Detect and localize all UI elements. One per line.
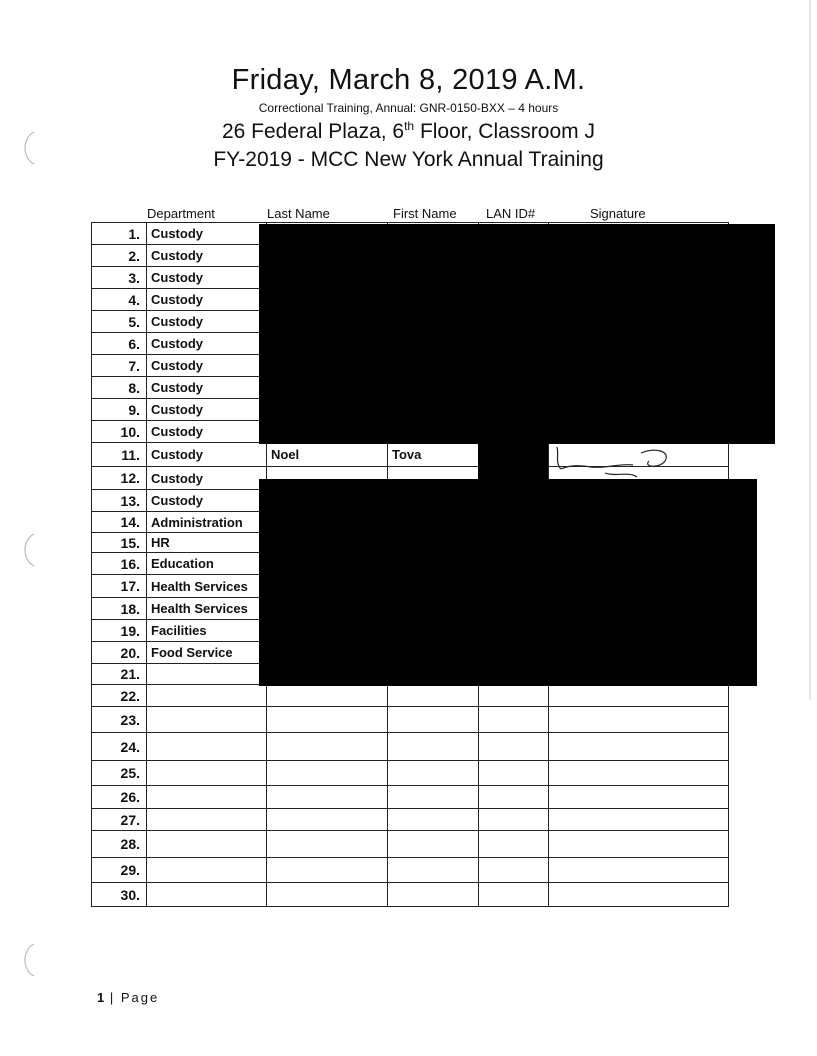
last-name-cell	[267, 685, 388, 707]
scan-edge-line	[805, 0, 815, 700]
lan-id-cell	[479, 883, 549, 907]
last-name-cell	[267, 883, 388, 907]
first-name-cell	[388, 685, 479, 707]
table-row	[92, 809, 729, 831]
row-number: 5.	[92, 311, 147, 333]
department-cell	[147, 733, 267, 761]
department-cell: Custody	[147, 245, 267, 267]
last-name-cell	[267, 733, 388, 761]
last-name-cell	[267, 707, 388, 733]
department-cell: Custody	[147, 223, 267, 245]
signature-cell	[549, 685, 729, 707]
row-number: 12.	[92, 467, 147, 490]
document-title: Friday, March 8, 2019 A.M.	[231, 64, 586, 96]
program-title: FY-2019 - MCC New York Annual Training	[213, 148, 604, 171]
lan-id-cell	[479, 858, 549, 883]
department-cell: Health Services	[147, 575, 267, 598]
punch-hole-mark-top	[18, 128, 38, 168]
redaction-block-upper	[259, 224, 775, 444]
department-cell: Custody	[147, 311, 267, 333]
table-row	[92, 883, 729, 907]
first-name-cell	[388, 831, 479, 858]
row-number: 1.	[92, 223, 147, 245]
location-ordinal-suffix: th	[404, 119, 415, 133]
column-header-lan-id: LAN ID#	[486, 206, 536, 221]
location-prefix: 26 Federal Plaza, 6	[221, 120, 405, 143]
row-number: 10.	[92, 421, 147, 443]
department-cell: Education	[147, 553, 267, 575]
signature-cell	[549, 883, 729, 907]
department-cell: Custody	[147, 333, 267, 355]
redaction-block-lower	[259, 479, 757, 686]
row-number: 19.	[92, 620, 147, 642]
lan-id-cell	[479, 707, 549, 733]
row-number: 4.	[92, 289, 147, 311]
row-number: 16.	[92, 553, 147, 575]
first-name-cell	[388, 707, 479, 733]
table-row	[92, 831, 729, 858]
row-number: 26.	[92, 786, 147, 809]
department-cell	[147, 685, 267, 707]
signature-cell	[549, 707, 729, 733]
lan-id-cell	[479, 685, 549, 707]
department-cell: Facilities	[147, 620, 267, 642]
department-cell	[147, 664, 267, 685]
row-number: 28.	[92, 831, 147, 858]
department-cell: Custody	[147, 467, 267, 490]
department-cell: Custody	[147, 355, 267, 377]
department-cell: Custody	[147, 377, 267, 399]
row-number: 2.	[92, 245, 147, 267]
location-suffix: Floor, Classroom J	[414, 120, 595, 143]
page-separator: |	[109, 990, 116, 1005]
last-name-cell	[267, 831, 388, 858]
row-number: 8.	[92, 377, 147, 399]
department-cell	[147, 831, 267, 858]
department-cell	[147, 883, 267, 907]
punch-hole-mark-bottom	[18, 940, 38, 980]
column-header-first-name: First Name	[393, 206, 457, 221]
first-name-cell: Tova	[388, 443, 479, 467]
row-number: 7.	[92, 355, 147, 377]
department-cell: Custody	[147, 289, 267, 311]
signature-cell	[549, 786, 729, 809]
first-name-cell	[388, 733, 479, 761]
table-row	[92, 707, 729, 733]
signature-cell	[549, 809, 729, 831]
row-number: 3.	[92, 267, 147, 289]
first-name-cell	[388, 809, 479, 831]
department-cell: Administration	[147, 512, 267, 533]
department-cell: Custody	[147, 267, 267, 289]
column-header-last-name: Last Name	[267, 206, 330, 221]
row-number: 23.	[92, 707, 147, 733]
first-name-cell	[388, 883, 479, 907]
signature-cell	[549, 858, 729, 883]
department-cell: Custody	[147, 399, 267, 421]
last-name-cell	[267, 858, 388, 883]
table-row	[92, 733, 729, 761]
lan-id-cell	[479, 733, 549, 761]
lan-id-cell	[479, 786, 549, 809]
department-cell: Custody	[147, 421, 267, 443]
first-name-cell	[388, 858, 479, 883]
first-name-cell	[388, 761, 479, 786]
row-number: 24.	[92, 733, 147, 761]
department-cell: Custody	[147, 443, 267, 467]
row-number: 25.	[92, 761, 147, 786]
last-name-cell	[267, 761, 388, 786]
department-cell: HR	[147, 533, 267, 553]
last-name-cell: Noel	[267, 443, 388, 467]
page-label: Page	[120, 990, 160, 1005]
row-number: 13.	[92, 490, 147, 512]
column-header-department: Department	[147, 206, 215, 221]
row-number: 6.	[92, 333, 147, 355]
lan-id-cell	[479, 761, 549, 786]
signature-cell	[549, 733, 729, 761]
lan-id-cell	[479, 831, 549, 858]
signature-cell	[549, 761, 729, 786]
table-row	[92, 761, 729, 786]
table-row	[92, 786, 729, 809]
page-footer	[97, 990, 159, 1005]
row-number: 14.	[92, 512, 147, 533]
punch-hole-mark-middle	[18, 530, 38, 570]
row-number: 21.	[92, 664, 147, 685]
first-name-cell	[388, 786, 479, 809]
row-number: 17.	[92, 575, 147, 598]
department-cell: Custody	[147, 490, 267, 512]
department-cell	[147, 809, 267, 831]
table-row	[92, 858, 729, 883]
row-number: 15.	[92, 533, 147, 553]
lan-id-cell	[479, 809, 549, 831]
row-number: 30.	[92, 883, 147, 907]
department-cell: Health Services	[147, 598, 267, 620]
signature-cell	[549, 831, 729, 858]
department-cell: Food Service	[147, 642, 267, 664]
row-number: 18.	[92, 598, 147, 620]
row-number: 20.	[92, 642, 147, 664]
row-number: 11.	[92, 443, 147, 467]
row-number: 29.	[92, 858, 147, 883]
department-cell	[147, 858, 267, 883]
column-header-signature: Signature	[590, 206, 646, 221]
department-cell	[147, 786, 267, 809]
row-number: 9.	[92, 399, 147, 421]
location-line	[0, 119, 817, 144]
table-row	[92, 685, 729, 707]
last-name-cell	[267, 786, 388, 809]
course-subtitle: Correctional Training, Annual: GNR-0150-BXX – 4 hours	[258, 101, 559, 115]
department-cell	[147, 707, 267, 733]
row-number: 22.	[92, 685, 147, 707]
department-cell	[147, 761, 267, 786]
last-name-cell	[267, 809, 388, 831]
page-number: 1	[97, 990, 105, 1005]
row-number: 27.	[92, 809, 147, 831]
